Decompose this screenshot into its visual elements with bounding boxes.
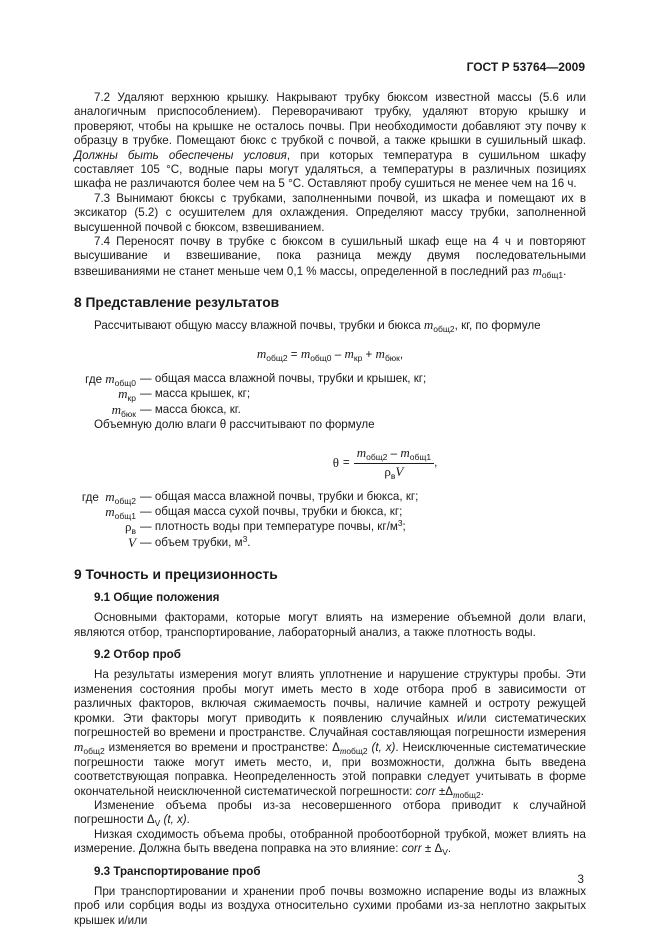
standard-number: ГОСТ Р 53764—2009 xyxy=(466,60,585,74)
formula-total-mass: $m_{общ2} = m_{общ0} - m_{кр} + m_{бюк}$, xyxy=(256,345,404,363)
legend-row: $m_{кр}$ — масса крышек, кг; xyxy=(118,386,251,404)
section-9-3-title: 9.3 Транспортирование проб xyxy=(94,864,261,878)
legend-row: где $m_{общ2}$ — общая масса влажной почвы, трубки и бюкса, кг; xyxy=(81,488,419,506)
legend-row: $\rho_в$ — плотность воды при температуре почвы, $кг/м^3$; xyxy=(124,518,406,537)
legend-row: $m_{бюк}$ — масса бюкса, кг. xyxy=(111,401,241,419)
legend-theta xyxy=(74,490,586,551)
section-9-2-title: 9.2 Отбор проб xyxy=(94,647,181,661)
section-8-title: 8 Представление результатов xyxy=(74,295,280,311)
section-8-intro: Рассчитывают общую массу влажной почвы, трубки и бюкса $m_{общ2}$, кг, по формуле xyxy=(94,317,541,335)
theta-intro: Объемную долю влаги θ рассчитывают по формуле xyxy=(94,417,375,431)
paragraph-7-4: 7.4 Переносят почву в трубке с бюксом в сушильный шкаф еще на 4 ч и повторяют высушивание и взвешивание, пока разница между двумя последовательными взвешиваниями не станет меньше чем 0,1 % массы, определенной в последний раз $m_{общ1}$. xyxy=(74,235,586,280)
section-9-2-text-3: Низкая сходимость объема пробы, отобранной пробоотборной трубкой, может влиять на измерение. Должна быть введена поправка на это влияние: corr ± $\Delta_V$. xyxy=(74,827,586,858)
page-number: 3 xyxy=(577,873,584,886)
section-9-title: 9 Точность и прецизионность xyxy=(74,566,278,582)
section-9-3-text: При транспортировании и хранении проб почвы возможно испарение воды из влажных проб или сорбция воды из воздуха относительно сухими пробами из-за неплотно закрытых крышек и/или xyxy=(74,885,586,927)
legend-row: V — объем трубки, $м^3$. xyxy=(128,533,251,550)
section-9-2-text-1: На результаты измерения могут влиять уплотнение и нарушение структуры пробы. Эти изменения состояния пробы могут иметь место в ходе отбора проб в зависимости от различных факторов, включая сжимаемость почвы, наличие камней и остроту режущей кромки. Эти факторы могут приводить к появлению случайных и/или систематических погрешностей во времени и пространстве. Случайная составляющая погрешности измерения $m_{общ2}$ изменяется во времени и пространстве: $\Delta_{mобщ2}$ (t, x). Неисключенные систематические погрешности также могут иметь место, и, при возможности, должна быть введена соответствующая поправка. Неопределенность этой поправки следует учитывать в форме окончательной неисключенной систематической погрешности: corr $\pm\Delta_{mобщ2}$. xyxy=(74,668,586,800)
legend-row: $m_{общ1}$ — общая масса сухой почвы, трубки и бюкса, кг; xyxy=(105,504,403,522)
page-body xyxy=(74,91,586,928)
paragraph-7-3: 7.3 Вынимают бюксы с трубками, заполненными почвой, из шкафа и помещают их в эксикатор (5.2) с осушителем для охлаждения. Определяют массу трубки, заполненной высушенной почвой с бюксом, взвешиванием. xyxy=(74,191,586,234)
legend-total-mass xyxy=(74,372,586,418)
fraction: $\frac{m_{общ2} - m_{общ1}}{\rho_вV}$ xyxy=(354,446,434,480)
legend-row: где $m_{общ0}$ — общая масса влажной почвы, трубки и крышек, кг; xyxy=(85,371,427,389)
section-9-1-title: 9.1 Общие положения xyxy=(94,590,220,604)
formula-theta: θ = $\frac{m_{общ2} - m_{общ1}}{\rho_вV}$ , xyxy=(332,445,438,481)
section-9-1-text: Основными факторами, которые могут влиять на измерение объемной доли влаги, являются отбор, транспортирование, лабораторный анализ, а также плотность воды. xyxy=(74,611,586,639)
paragraph-7-2: 7.2 Удаляют верхнюю крышку. Накрывают трубку бюксом известной массы (5.6 или аналогичным приспособлением). Переворачивают трубку, удаляют вторую крышку и проверяют, чтобы на крышке не осталось почвы. При необходимости добавляют эту почву к образцу в трубке. Помещают бюкс с трубкой с почвой, а также крышки в сушильный шкаф. Должны быть обеспечены условия, при которых температура в сушильном шкафу составляет 105 °С, водные пары могут удаляться, а температуры в различных позициях шкафа не различаются более чем на 5 °С. Оставляют пробу сушиться не менее чем на 16 ч. xyxy=(74,91,586,191)
section-9-2-text-2: Изменение объема пробы из-за несовершенного отбора приводит к случайной погрешности $\Delta_V$ (t, x). xyxy=(74,799,586,829)
